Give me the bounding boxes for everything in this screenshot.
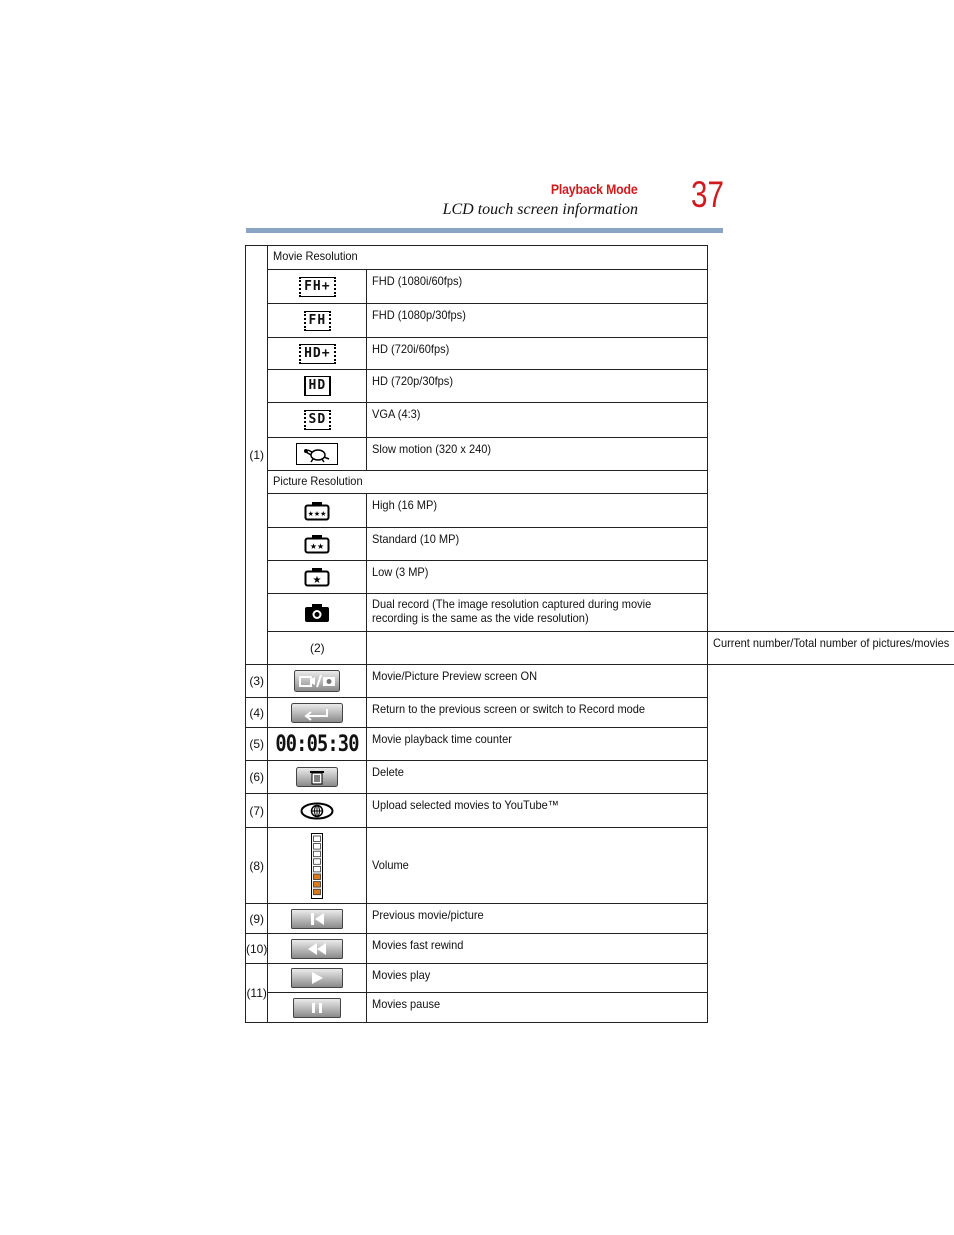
table-cell: Movies fast rewind: [367, 934, 708, 964]
row-number: (11): [246, 964, 268, 1023]
table-cell: VGA (4:3): [367, 403, 708, 438]
movie-picture-preview-icon: [268, 665, 367, 698]
camera-1-star-icon: [268, 561, 367, 594]
hd-icon: HD: [268, 370, 367, 403]
row-number: (9): [246, 904, 268, 934]
table-cell: Slow motion (320 x 240): [367, 438, 708, 471]
row-number: (4): [246, 698, 268, 728]
row-number: (3): [246, 665, 268, 698]
table-cell: HD (720p/30fps): [367, 370, 708, 403]
table-cell: Current number/Total number of pictures/movies: [708, 632, 954, 665]
volume-segment: [314, 866, 321, 872]
fh-icon: FH: [268, 304, 367, 338]
hd-plus-icon: HD+: [268, 338, 367, 370]
table-cell: High (16 MP): [367, 494, 708, 528]
page-number: 37: [691, 174, 724, 215]
table-cell: Movie/Picture Preview screen ON: [367, 665, 708, 698]
section-subtitle: LCD touch screen information: [442, 201, 638, 218]
table-cell: Dual record (The image resolution captured during movie recording is the same as the vide resolution): [367, 594, 708, 632]
row-number: (8): [246, 828, 268, 904]
table-cell: Movies play: [367, 964, 708, 993]
table-cell: HD (720i/60fps): [367, 338, 708, 370]
upload-globe-icon: [268, 794, 367, 828]
volume-segment: [314, 836, 321, 842]
table-cell: Movie playback time counter: [367, 728, 708, 761]
play-icon: [268, 964, 367, 993]
volume-segment: [314, 858, 321, 864]
rewind-icon: [268, 934, 367, 964]
time-counter: 00:05:30: [268, 728, 367, 761]
header-rule: [246, 228, 723, 233]
volume-segment: [314, 843, 321, 849]
sd-icon: SD: [268, 403, 367, 438]
volume-segment: [314, 881, 321, 887]
table-cell: Low (3 MP): [367, 561, 708, 594]
table-cell: FHD (1080p/30fps): [367, 304, 708, 338]
camera-3-stars-icon: [268, 494, 367, 528]
table-cell: Return to the previous screen or switch to Record mode: [367, 698, 708, 728]
svg-text:★★: ★★: [310, 542, 325, 551]
picture-resolution-header: Picture Resolution: [268, 471, 708, 494]
svg-text:★: ★: [312, 575, 322, 586]
return-icon: [268, 698, 367, 728]
table-cell: Movies pause: [367, 993, 708, 1023]
row-number: (7): [246, 794, 268, 828]
previous-icon: [268, 904, 367, 934]
trash-icon: [268, 761, 367, 794]
table-cell: Standard (10 MP): [367, 528, 708, 561]
row-number: (10): [246, 934, 268, 964]
table-cell: Volume: [367, 828, 708, 904]
empty-cell: [367, 632, 708, 665]
volume-segment: [314, 889, 321, 895]
table-cell: Previous movie/picture: [367, 904, 708, 934]
icon-table: [245, 245, 954, 1023]
pause-icon: [268, 993, 367, 1023]
volume-segment: [314, 851, 321, 857]
volume-meter-icon: [268, 828, 367, 904]
movie-resolution-header: Movie Resolution: [268, 246, 708, 270]
volume-segment: [314, 874, 321, 880]
row-number: (5): [246, 728, 268, 761]
svg-text:★★★: ★★★: [307, 509, 327, 518]
row-number: (1): [246, 246, 268, 665]
row-number: (6): [246, 761, 268, 794]
camera-2-stars-icon: [268, 528, 367, 561]
section-title: Playback Mode: [551, 181, 638, 197]
camera-icon: [268, 594, 367, 632]
row-number: (2): [268, 632, 367, 665]
turtle-icon: [268, 438, 367, 471]
table-cell: Delete: [367, 761, 708, 794]
table-cell: Upload selected movies to YouTube™: [367, 794, 708, 828]
fh-plus-icon: FH+: [268, 270, 367, 304]
table-cell: FHD (1080i/60fps): [367, 270, 708, 304]
